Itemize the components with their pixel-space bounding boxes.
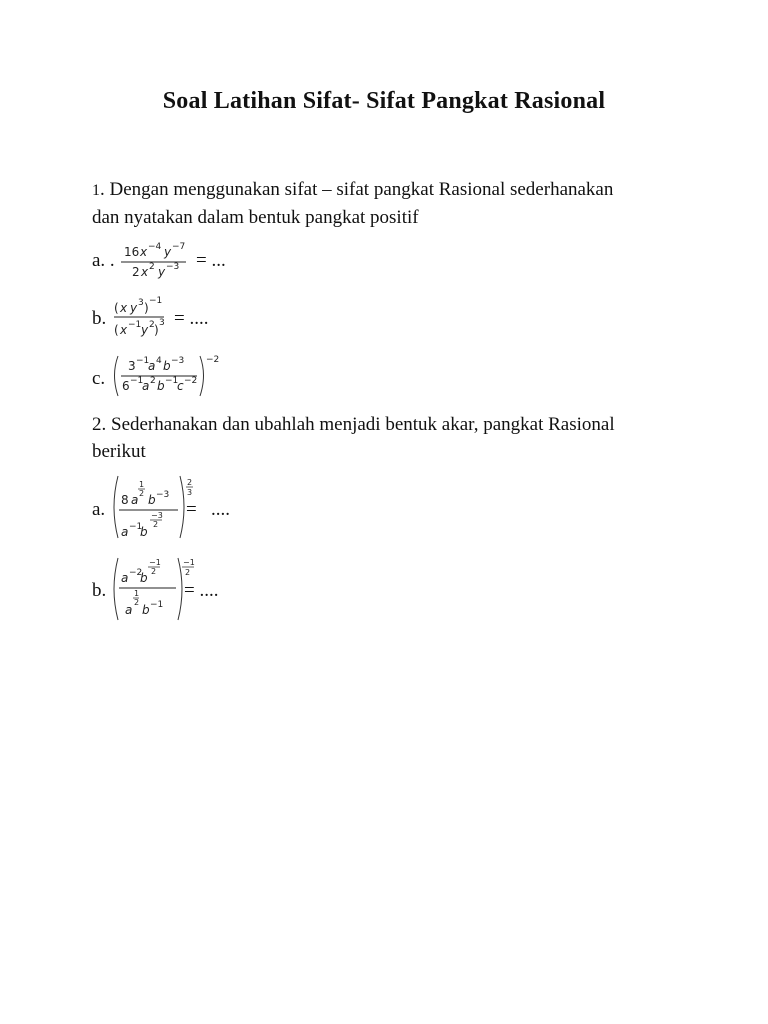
question-2-line-1: 2. Sederhanakan dan ubahlah menjadi bentuk akar, pangkat Rasional (92, 414, 615, 435)
svg-text:2: 2 (134, 598, 140, 607)
svg-text:2: 2 (153, 520, 159, 529)
svg-text:−1: −1 (129, 522, 143, 532)
svg-text:1: 1 (134, 589, 140, 598)
question-2a-equals: = .... (186, 499, 230, 520)
svg-text:−1: −1 (149, 296, 163, 306)
svg-text:a: a (131, 493, 139, 507)
svg-text:−1: −1 (130, 376, 144, 386)
svg-text:c: c (177, 379, 184, 393)
svg-text:−1: −1 (128, 320, 142, 330)
svg-text:−3: −3 (166, 262, 180, 272)
svg-text:y: y (141, 323, 149, 337)
question-1-number: 1 (92, 182, 100, 199)
svg-text:b: b (163, 359, 171, 373)
svg-text:−1: −1 (165, 376, 179, 386)
svg-text:8: 8 (121, 493, 129, 507)
svg-text:a: a (125, 603, 133, 617)
question-1-line-2: dan nyatakan dalam bentuk pangkat positif (92, 207, 419, 228)
svg-text:−1: −1 (136, 356, 150, 366)
question-1c (92, 352, 292, 412)
svg-text:b: b (157, 379, 165, 393)
svg-text:(: ( (114, 301, 119, 315)
question-1b-equals: = .... (174, 308, 209, 329)
question-2b-label: b. (92, 580, 107, 601)
svg-text:−1: −1 (150, 600, 164, 610)
svg-text:2: 2 (132, 265, 140, 279)
svg-text:2: 2 (150, 376, 156, 386)
svg-text:b: b (142, 603, 150, 617)
svg-text:x: x (120, 323, 128, 337)
question-1b (92, 292, 292, 352)
svg-text:a: a (148, 359, 156, 373)
svg-text:y: y (130, 301, 138, 315)
svg-text:−2: −2 (184, 376, 198, 386)
svg-text:−1: −1 (183, 558, 195, 567)
question-1a-equals: = ... (196, 250, 226, 271)
svg-text:2: 2 (149, 320, 155, 330)
svg-text:4: 4 (156, 356, 162, 366)
svg-text:2: 2 (187, 478, 193, 487)
svg-text:3: 3 (159, 318, 165, 328)
question-1-text (92, 176, 682, 231)
question-1-line-1: . Dengan menggunakan sifat – sifat pangkat Rasional sederhanakan (100, 179, 614, 200)
question-1a-label: a. . (92, 250, 115, 271)
page-title: Soal Latihan Sifat- Sifat Pangkat Rasional (162, 88, 606, 114)
svg-text:3: 3 (138, 298, 144, 308)
svg-text:b: b (148, 493, 156, 507)
question-1b-label: b. (92, 308, 107, 329)
svg-text:(: ( (114, 323, 119, 337)
svg-text:−3: −3 (171, 356, 185, 366)
question-2-line-2: berikut (92, 441, 146, 462)
svg-text:a: a (121, 525, 129, 539)
svg-text:a: a (121, 571, 129, 585)
svg-text:−7: −7 (172, 242, 186, 252)
svg-text:2: 2 (149, 262, 155, 272)
expression-1c (92, 352, 292, 402)
svg-text:b: b (140, 525, 148, 539)
question-2b (92, 556, 312, 626)
question-1c-label: c. (92, 368, 106, 389)
svg-text:y: y (158, 265, 166, 279)
question-2b-equals: = .... (184, 580, 219, 601)
svg-text:x: x (120, 301, 128, 315)
svg-text:1: 1 (139, 480, 145, 489)
svg-text:−2: −2 (129, 568, 143, 578)
svg-text:2: 2 (139, 489, 145, 498)
svg-text:b: b (140, 571, 148, 585)
svg-text:−1: −1 (149, 558, 161, 567)
svg-text:16: 16 (124, 245, 140, 259)
svg-text:−3: −3 (156, 490, 170, 500)
svg-text:x: x (140, 245, 148, 259)
svg-text:x: x (141, 265, 149, 279)
svg-text:): ) (144, 301, 149, 315)
svg-text:): ) (154, 323, 159, 337)
svg-text:3: 3 (128, 359, 136, 373)
svg-text:2: 2 (151, 567, 157, 576)
expression-1a (92, 240, 292, 284)
question-2a-label: a. (92, 499, 106, 520)
svg-text:−2: −2 (206, 355, 220, 365)
svg-text:a: a (142, 379, 150, 393)
svg-text:2: 2 (185, 568, 191, 577)
svg-text:3: 3 (187, 488, 193, 497)
question-2a (92, 474, 312, 544)
svg-text:−3: −3 (151, 511, 163, 520)
svg-text:y: y (164, 245, 172, 259)
svg-text:6: 6 (122, 379, 130, 393)
question-1a (92, 240, 292, 300)
svg-text:−4: −4 (148, 242, 162, 252)
question-2-text (92, 411, 682, 465)
